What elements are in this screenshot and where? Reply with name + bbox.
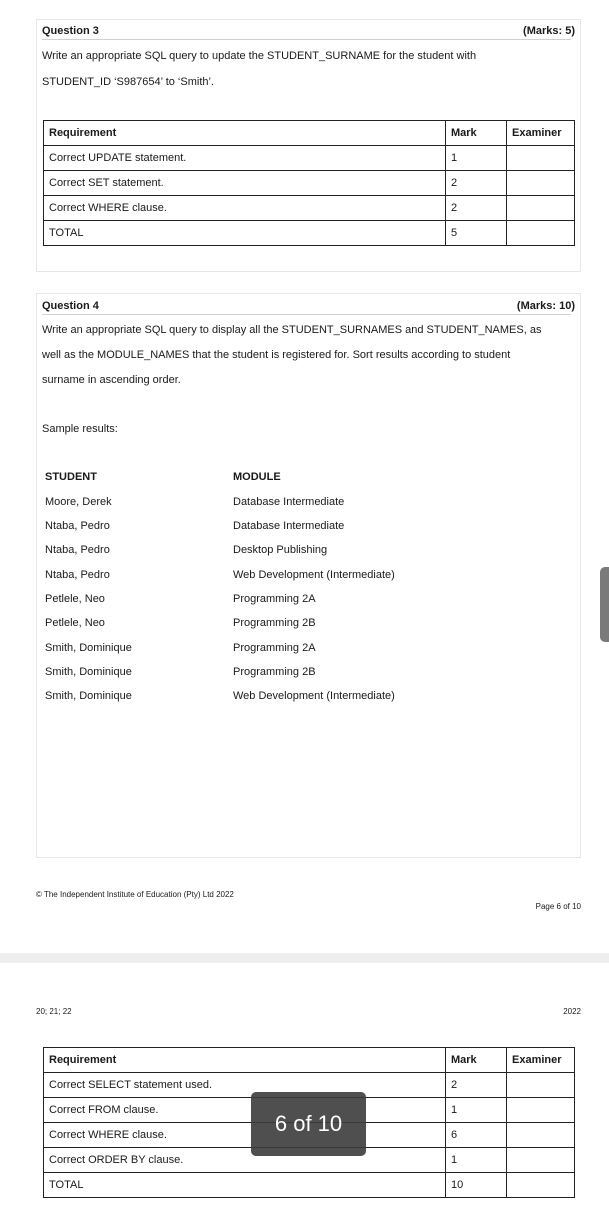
question-3-underline bbox=[42, 39, 571, 40]
page-number-footer: Page 6 of 10 bbox=[535, 902, 581, 911]
page-indicator-toast: 6 of 10 bbox=[251, 1092, 366, 1156]
examiner-cell bbox=[507, 1123, 575, 1148]
table-row bbox=[44, 221, 575, 246]
table-row bbox=[44, 1173, 575, 1198]
table-row bbox=[44, 146, 575, 171]
requirement-cell: Correct WHERE clause. bbox=[44, 1123, 446, 1148]
page-separator bbox=[0, 953, 609, 963]
sample-module-cell: Database Intermediate bbox=[233, 496, 345, 508]
question-3-text-line-2: STUDENT_ID ‘S987654’ to ‘Smith’. bbox=[42, 76, 214, 88]
question-4-text-line-3: surname in ascending order. bbox=[42, 374, 181, 386]
question-4-title: Question 4 bbox=[42, 300, 99, 312]
mark-cell: 2 bbox=[446, 171, 507, 196]
table-row bbox=[44, 171, 575, 196]
question-4-text-line-1: Write an appropriate SQL query to display all the STUDENT_SURNAMES and STUDENT_NAMES, as bbox=[42, 324, 542, 336]
question-4-marks: (Marks: 10) bbox=[516, 300, 575, 312]
examiner-cell bbox=[507, 196, 575, 221]
sample-student-cell: Ntaba, Pedro bbox=[45, 569, 110, 581]
examiner-cell bbox=[507, 221, 575, 246]
question-3-rubric-table bbox=[43, 120, 575, 246]
requirement-cell: TOTAL bbox=[44, 1173, 446, 1198]
mark-cell: 1 bbox=[446, 1148, 507, 1173]
sample-module-cell: Database Intermediate bbox=[233, 520, 345, 532]
requirement-cell: Correct SET statement. bbox=[44, 171, 446, 196]
sample-module-cell: Programming 2A bbox=[233, 593, 316, 605]
sample-student-cell: Smith, Dominique bbox=[45, 690, 132, 702]
column-header-examiner: Examiner bbox=[507, 1048, 575, 1073]
sample-header-student: STUDENT bbox=[45, 471, 97, 483]
sample-student-cell: Petlele, Neo bbox=[45, 617, 105, 629]
question-3-title: Question 3 bbox=[42, 25, 99, 37]
sample-student-cell: Ntaba, Pedro bbox=[45, 544, 110, 556]
requirement-cell: Correct FROM clause. bbox=[44, 1098, 446, 1123]
next-page-header-left: 20; 21; 22 bbox=[36, 1007, 72, 1016]
mark-cell: 6 bbox=[446, 1123, 507, 1148]
column-header-mark: Mark bbox=[446, 1048, 507, 1073]
sample-header-module: MODULE bbox=[233, 471, 281, 483]
question-3-marks: (Marks: 5) bbox=[523, 25, 575, 37]
examiner-cell bbox=[507, 1098, 575, 1123]
column-header-requirement: Requirement bbox=[44, 1048, 446, 1073]
examiner-cell bbox=[507, 1073, 575, 1098]
mark-cell: 10 bbox=[446, 1173, 507, 1198]
column-header-mark: Mark bbox=[446, 121, 507, 146]
examiner-cell bbox=[507, 1148, 575, 1173]
question-3-text-line-1: Write an appropriate SQL query to update the STUDENT_SURNAME for the student with bbox=[42, 50, 477, 62]
sample-module-cell: Programming 2A bbox=[233, 642, 316, 654]
sample-module-cell: Web Development (Intermediate) bbox=[233, 569, 395, 581]
question-4-text-line-2: well as the MODULE_NAMES that the student is registered for. Sort results according to student bbox=[42, 349, 511, 361]
examiner-cell bbox=[507, 1173, 575, 1198]
sample-results-label: Sample results: bbox=[42, 423, 118, 435]
mark-cell: 1 bbox=[446, 1098, 507, 1123]
sample-student-cell: Smith, Dominique bbox=[45, 666, 132, 678]
examiner-cell bbox=[507, 171, 575, 196]
table-header-row bbox=[44, 1048, 575, 1073]
mark-cell: 1 bbox=[446, 146, 507, 171]
mark-cell: 2 bbox=[446, 1073, 507, 1098]
sample-student-cell: Petlele, Neo bbox=[45, 593, 105, 605]
requirement-cell: Correct WHERE clause. bbox=[44, 196, 446, 221]
requirement-cell: Correct UPDATE statement. bbox=[44, 146, 446, 171]
scrollbar-handle[interactable] bbox=[600, 567, 609, 642]
next-page-header-right: 2022 bbox=[563, 1007, 581, 1016]
column-header-examiner: Examiner bbox=[507, 121, 575, 146]
sample-student-cell: Moore, Derek bbox=[45, 496, 112, 508]
copyright-footer: © The Independent Institute of Education (Pty) Ltd 2022 bbox=[36, 890, 234, 899]
table-header-row bbox=[44, 121, 575, 146]
sample-module-cell: Desktop Publishing bbox=[233, 544, 328, 556]
sample-module-cell: Web Development (Intermediate) bbox=[233, 690, 395, 702]
mark-cell: 2 bbox=[446, 196, 507, 221]
requirement-cell: TOTAL bbox=[44, 221, 446, 246]
table-row bbox=[44, 196, 575, 221]
mark-cell: 5 bbox=[446, 221, 507, 246]
sample-module-cell: Programming 2B bbox=[233, 666, 316, 678]
sample-module-cell: Programming 2B bbox=[233, 617, 316, 629]
requirement-cell: Correct SELECT statement used. bbox=[44, 1073, 446, 1098]
question-4-underline bbox=[42, 314, 571, 315]
column-header-requirement: Requirement bbox=[44, 121, 446, 146]
sample-student-cell: Smith, Dominique bbox=[45, 642, 132, 654]
sample-student-cell: Ntaba, Pedro bbox=[45, 520, 110, 532]
requirement-cell: Correct ORDER BY clause. bbox=[44, 1148, 446, 1173]
examiner-cell bbox=[507, 146, 575, 171]
